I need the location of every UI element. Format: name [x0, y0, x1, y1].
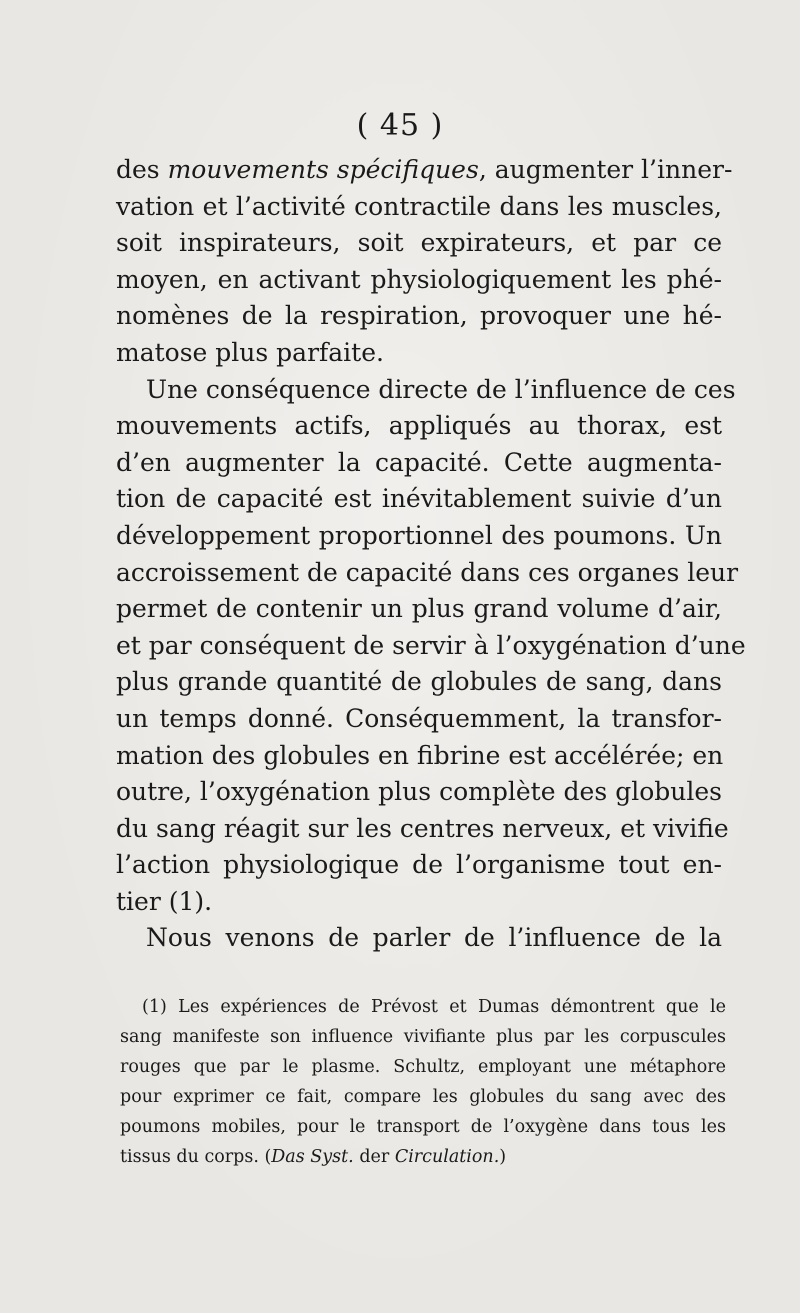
- text-line-9: d’en augmenter la capacité. Cette augmenta-: [116, 447, 722, 477]
- text-line-22: Nous venons de parler de l’influence de la: [146, 923, 722, 953]
- text-line-18: outre, l’oxygénation plus complète des globules: [116, 777, 722, 807]
- text-line-17: mation des globules en fibrine est accélérée; en: [116, 740, 724, 770]
- text-line-3: soit inspirateurs, soit expirateurs, et par ce: [116, 228, 722, 258]
- text-line-7: Une conséquence directe de l’influence de ces: [146, 374, 736, 404]
- text-line-15: plus grande quantité de globules de sang, dans: [116, 667, 722, 697]
- text-line-10: tion de capacité est inévitablement suivie d’un: [116, 484, 722, 514]
- footnote-line-4: pour exprimer ce fait, compare les globules du sang avec des: [120, 1087, 726, 1107]
- footnote-line-3: rouges que par le plasme. Schultz, employant une métaphore: [120, 1057, 726, 1077]
- text-line-16: un temps donné. Conséquemment, la transfor-: [116, 703, 722, 733]
- text-line-2: vation et l’activité contractile dans les muscles,: [116, 191, 722, 221]
- text-line-14: et par conséquent de servir à l’oxygénation d’une: [116, 630, 746, 660]
- body-text: [116, 152, 746, 957]
- text-line-1: des mouvements spécifiques, augmenter l’inner-: [116, 155, 733, 184]
- footnote-line-1: (1) Les expériences de Prévost et Dumas démontrent que le: [142, 997, 726, 1017]
- text-line-13: permet de contenir un plus grand volume d’air,: [116, 594, 722, 624]
- text-line-21: tier (1).: [116, 886, 213, 916]
- text-line-4: moyen, en activant physiologiquement les phé-: [116, 264, 722, 294]
- text-line-20: l’action physiologique de l’organisme tout en-: [116, 850, 722, 880]
- footnote-line-2: sang manifeste son influence vivifiante plus par les corpuscules: [120, 1027, 726, 1047]
- text-line-5: nomènes de la respiration, provoquer une hé-: [116, 301, 722, 331]
- page-number: ( 45 ): [356, 108, 444, 143]
- text-line-11: développement proportionnel des poumons. Un: [116, 520, 722, 550]
- text-line-8: mouvements actifs, appliqués au thorax, est: [116, 411, 722, 441]
- footnote: [120, 992, 726, 1172]
- text-line-12: accroissement de capacité dans ces organes leur: [116, 557, 739, 587]
- text-line-19: du sang réagit sur les centres nerveux, et vivifie: [116, 813, 729, 843]
- text-line-6: matose plus parfaite.: [116, 337, 384, 367]
- footnote-line-5: poumons mobiles, pour le transport de l’oxygène dans tous les: [120, 1117, 726, 1137]
- footnote-line-6: tissus du corps. (Das Syst. der Circulation.): [120, 1147, 507, 1167]
